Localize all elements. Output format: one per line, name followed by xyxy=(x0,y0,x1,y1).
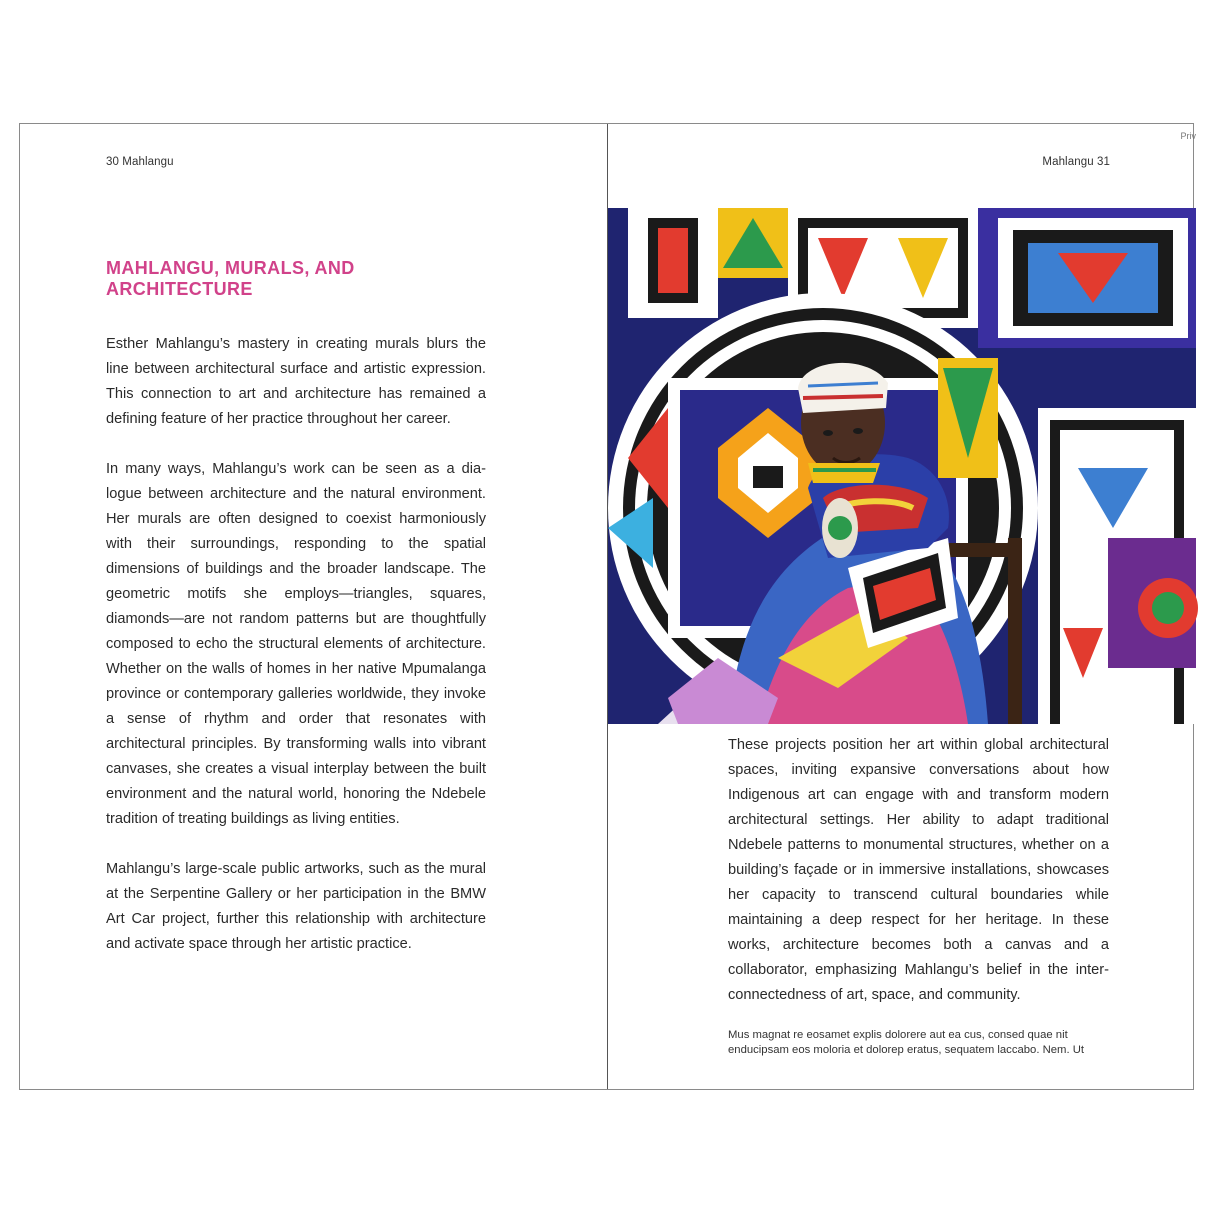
section-title xyxy=(106,258,406,300)
title-line-1: MAHLANGU, MURALS, AND xyxy=(106,258,355,278)
portrait-photo xyxy=(608,208,1196,724)
title-line-2: ARCHITECTURE xyxy=(106,279,253,299)
page-folio-right: Mahlangu 31 xyxy=(1042,156,1110,168)
caption-line-1: Mus magnat re eosamet explis dolorere aut ea cus, consed quae nit xyxy=(728,1029,1068,1041)
book-spread xyxy=(19,123,1194,1090)
photo-caption xyxy=(728,1028,1118,1058)
right-body-text: These projects position her art within global architectural spaces, inviting expansive conversations about how Indigenous art can engage with and transform modern architectural settings. Her ability to adapt traditional Ndebele patterns to monumental structures, whether on a building’s façade or in immersive installations, showcases her capacity to transcend cultural boundaries while maintaining a deep respect for her heritage. In these works, architecture becomes both a canvas and a collaborator, emphasizing Mahlangu’s belief in the interconnectedness of art, space, and community. xyxy=(728,737,1109,1003)
left-page xyxy=(20,124,607,1089)
paragraph-3: Mahlangu’s large-scale public artworks, such as the mural at the Serpentine Gallery or her participation in the BMW Art Car project, further this relationship with architecture and activate space through her artistic practice. xyxy=(106,861,486,952)
edge-note: Priv xyxy=(1180,131,1196,141)
paragraph-2: In many ways, Mahlangu’s work can be seen as a dialogue between architecture and the natural environment. Her murals are often designed to coexist harmoniously with their surroundings, responding to the spatial dimensions of buildings and the broader landscape. The geometric motifs she employs—triangles, squares, diamonds—are not random patterns but are thoughtfully composed to echo the structural elements of architecture. Whether on the walls of homes in her native Mpumalanga province or contemporary galleries worldwide, they invoke a sense of rhythm and order that resonates with architectural principles. By transforming walls into vibrant canvases, she creates a visual interplay between the built environment and the natural world, honoring the Ndebele tradition of treating buildings as living entities. xyxy=(106,461,486,827)
left-body-text xyxy=(106,332,486,982)
caption-line-2: enducipsam eos moloria et dolorep eratus, sequatem laccabo. Nem. Ut xyxy=(728,1044,1085,1056)
right-page xyxy=(607,124,1196,1089)
page-folio-left: 30 Mahlangu xyxy=(106,156,174,168)
paragraph-1: Esther Mahlangu’s mastery in creating murals blurs the line between architectural surface and artistic expression. This connection to art and architecture has remained a defining feature of her practice throughout her career. xyxy=(106,336,486,427)
